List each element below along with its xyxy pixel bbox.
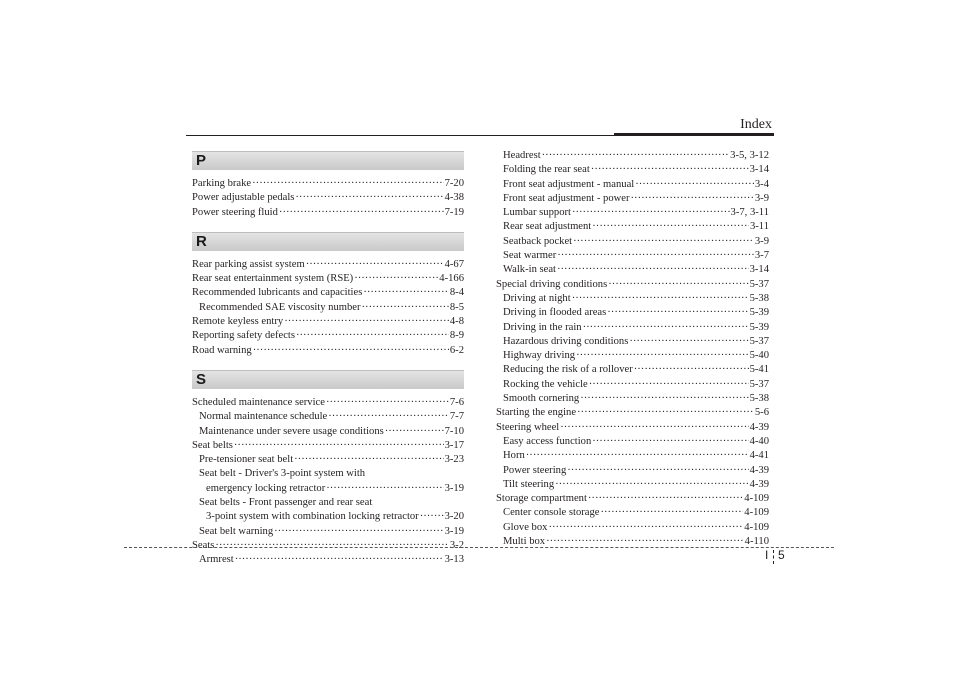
footer-page-number: 5 — [778, 548, 785, 562]
footer-separator — [773, 550, 774, 564]
index-right-column — [496, 149, 769, 549]
index-subentry[interactable]: Armrest ····· 3-13 — [192, 553, 464, 567]
index-entry[interactable]: Special driving conditions ····· 5-37 — [496, 278, 769, 292]
section-letter: R — [196, 232, 207, 250]
section-letter: S — [196, 370, 207, 388]
index-entry[interactable]: Parking brake ····· 7-20 — [192, 177, 464, 191]
index-entry[interactable]: Seat belts ····· 3-17 — [192, 439, 464, 453]
index-subentry[interactable]: Horn ····· 4-41 — [496, 449, 769, 463]
index-subentry[interactable]: Recommended SAE viscosity number ····· 8-5 — [192, 301, 464, 315]
footer-rule — [124, 547, 834, 548]
index-subentry[interactable]: Normal maintenance schedule ····· 7-7 — [192, 410, 464, 424]
index-subentry[interactable]: Rocking the vehicle ····· 5-37 — [496, 378, 769, 392]
index-subentry[interactable]: Smooth cornering ····· 5-38 — [496, 392, 769, 406]
index-subentry[interactable]: Multi box ····· 4-110 — [496, 535, 769, 549]
index-subentry[interactable]: Seat warmer ····· 3-7 — [496, 249, 769, 263]
index-entry[interactable]: Scheduled maintenance service ····· 7-6 — [192, 396, 464, 410]
index-subentry[interactable]: Seatback pocket ····· 3-9 — [496, 235, 769, 249]
index-subentry[interactable]: Walk-in seat ····· 3-14 — [496, 263, 769, 277]
section-header-p — [192, 151, 464, 170]
index-subentry[interactable]: 3-point system with combination locking retractor ····· 3-20 — [192, 510, 464, 524]
index-entry[interactable]: Road warning ····· 6-2 — [192, 344, 464, 358]
index-entry[interactable]: Reporting safety defects ····· 8-9 — [192, 329, 464, 343]
index-entry[interactable]: Remote keyless entry ····· 4-8 — [192, 315, 464, 329]
index-entry[interactable]: Recommended lubricants and capacities ····· 8-4 — [192, 286, 464, 300]
index-entry[interactable]: Starting the engine ····· 5-6 — [496, 406, 769, 420]
index-subentry[interactable]: Center console storage ····· 4-109 — [496, 506, 769, 520]
index-left-column — [192, 149, 464, 568]
index-subentry[interactable]: Glove box ····· 4-109 — [496, 521, 769, 535]
index-entry[interactable]: Seats ····· 3-2 — [192, 539, 464, 553]
index-subentry[interactable]: Tilt steering ····· 4-39 — [496, 478, 769, 492]
index-subentry-line: Seat belts - Front passenger and rear seat — [199, 497, 373, 509]
index-subentry[interactable]: Pre-tensioner seat belt ····· 3-23 — [192, 453, 464, 467]
index-subentry[interactable]: Maintenance under severe usage conditions ····· 7-10 — [192, 425, 464, 439]
index-subentry[interactable]: Driving at night ····· 5-38 — [496, 292, 769, 306]
index-entry[interactable]: Steering wheel ····· 4-39 — [496, 421, 769, 435]
index-subentry[interactable]: Hazardous driving conditions ····· 5-37 — [496, 335, 769, 349]
section-header-r — [192, 232, 464, 251]
index-subentry[interactable]: Front seat adjustment - manual ····· 3-4 — [496, 178, 769, 192]
index-entry[interactable]: Power steering fluid ····· 7-19 — [192, 206, 464, 220]
index-subentry[interactable]: Power steering ····· 4-39 — [496, 464, 769, 478]
index-entry[interactable]: Storage compartment ····· 4-109 — [496, 492, 769, 506]
index-subentry[interactable]: Driving in flooded areas ····· 5-39 — [496, 306, 769, 320]
index-entry[interactable]: Power adjustable pedals ····· 4-38 — [192, 191, 464, 205]
index-subentry[interactable]: Highway driving ····· 5-40 — [496, 349, 769, 363]
index-subentry[interactable]: Lumbar support ····· 3-7, 3-11 — [496, 206, 769, 220]
index-subentry[interactable]: emergency locking retractor ····· 3-19 — [192, 482, 464, 496]
index-subentry[interactable]: Easy access function ····· 4-40 — [496, 435, 769, 449]
index-subentry-line: Seat belt - Driver's 3-point system with — [199, 468, 366, 480]
index-subentry[interactable]: Front seat adjustment - power ····· 3-9 — [496, 192, 769, 206]
index-subentry[interactable]: Seat belt warning ····· 3-19 — [192, 525, 464, 539]
index-subentry[interactable]: Headrest ····· 3-5, 3-12 — [496, 149, 769, 163]
index-subentry[interactable]: Driving in the rain ····· 5-39 — [496, 321, 769, 335]
section-header-s — [192, 370, 464, 389]
index-entry[interactable]: Rear parking assist system ····· 4-67 — [192, 258, 464, 272]
page-header-title: Index — [740, 117, 772, 132]
index-subentry[interactable]: Folding the rear seat ····· 3-14 — [496, 163, 769, 177]
header-rule-accent — [614, 133, 774, 136]
footer-section-letter: I — [765, 548, 769, 562]
index-entry[interactable]: Rear seat entertainment system (RSE) ····· 4-166 — [192, 272, 464, 286]
index-subentry[interactable]: Reducing the risk of a rollover ····· 5-41 — [496, 363, 769, 377]
index-subentry[interactable]: Rear seat adjustment ····· 3-11 — [496, 220, 769, 234]
section-letter: P — [196, 152, 207, 169]
